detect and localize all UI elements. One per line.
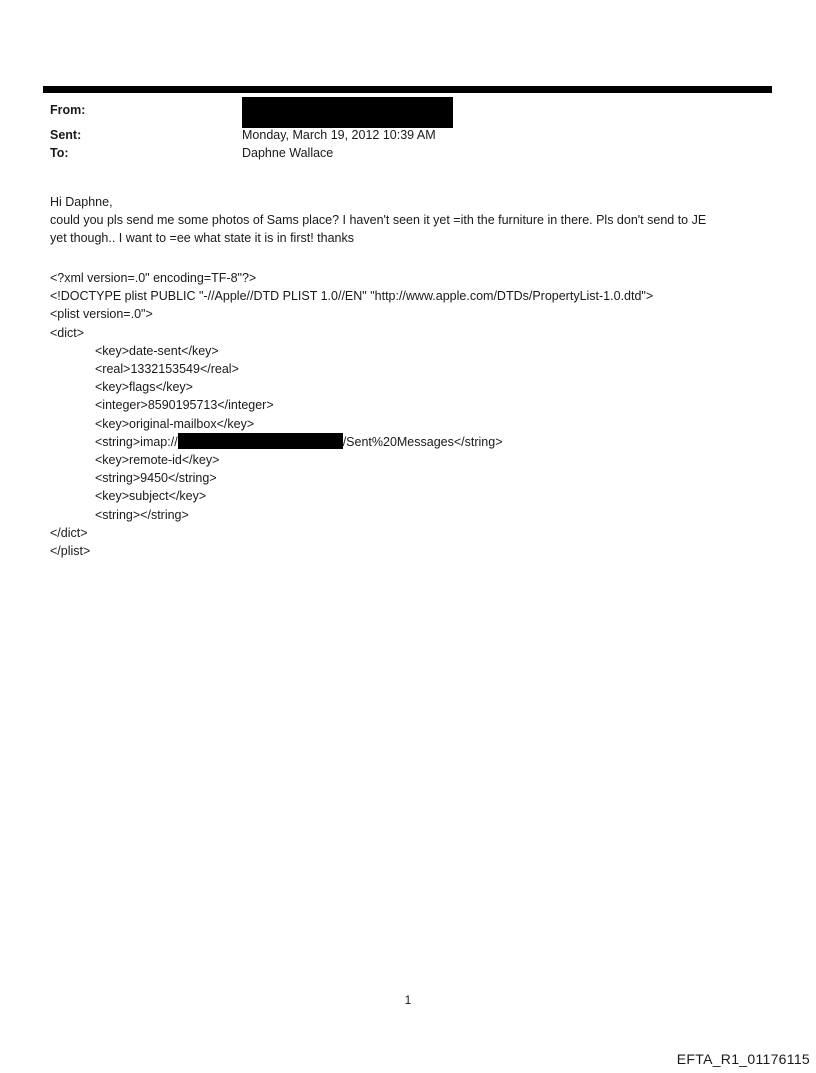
- plist-line: <integer>8590195713</integer>: [95, 398, 274, 413]
- to-label: To:: [50, 146, 69, 160]
- plist-line: <string>9450</string>: [95, 471, 217, 486]
- to-value: Daphne Wallace: [242, 146, 334, 160]
- body-line: Hi Daphne,: [50, 195, 113, 209]
- imap-prefix: <string>imap://: [95, 434, 178, 449]
- plist-line: <dict>: [50, 325, 85, 340]
- from-row: [50, 103, 242, 118]
- redaction-box-mailbox: [178, 433, 343, 449]
- to-row: [50, 146, 333, 161]
- plist-line: <key>date-sent</key>: [95, 343, 219, 358]
- bates-number: EFTA_R1_01176115: [676, 1051, 810, 1067]
- plist-line: <key>remote-id</key>: [95, 453, 220, 468]
- plist-line: <!DOCTYPE plist PUBLIC "-//Apple//DTD PLIST 1.0//EN" "http://www.apple.com/DTDs/PropertyList-1.0.dtd">: [50, 289, 654, 304]
- plist-line: </dict>: [50, 525, 88, 540]
- plist-xml-block: [50, 269, 795, 560]
- header-divider-rule: [43, 86, 772, 93]
- body-line: could you pls send me some photos of Sams place? I haven't seen it yet =ith the furniture in there. Pls don't send to JE: [50, 213, 707, 227]
- plist-line: <key>subject</key>: [95, 489, 207, 504]
- sent-value: Monday, March 19, 2012 10:39 AM: [242, 128, 436, 142]
- imap-suffix: /Sent%20Messages</string>: [342, 434, 503, 449]
- plist-line: </plist>: [50, 544, 91, 559]
- page-number: 1: [404, 993, 412, 1007]
- redaction-box-from: [242, 97, 453, 128]
- plist-line: <key>flags</key>: [95, 380, 193, 395]
- plist-line: <plist version=.0">: [50, 307, 153, 322]
- plist-line: <?xml version=.0" encoding=TF-8"?>: [50, 271, 257, 285]
- email-body: [50, 193, 795, 247]
- plist-line: <real>1332153549</real>: [95, 362, 239, 377]
- plist-line: <key>original-mailbox</key>: [95, 416, 255, 431]
- plist-line: <string></string>: [95, 507, 189, 522]
- from-label: From:: [50, 103, 86, 117]
- body-line: yet though.. I want to =ee what state it is in first! thanks: [50, 231, 354, 245]
- sent-row: [50, 128, 436, 143]
- sent-label: Sent:: [50, 128, 82, 142]
- plist-line-imap: [50, 433, 795, 451]
